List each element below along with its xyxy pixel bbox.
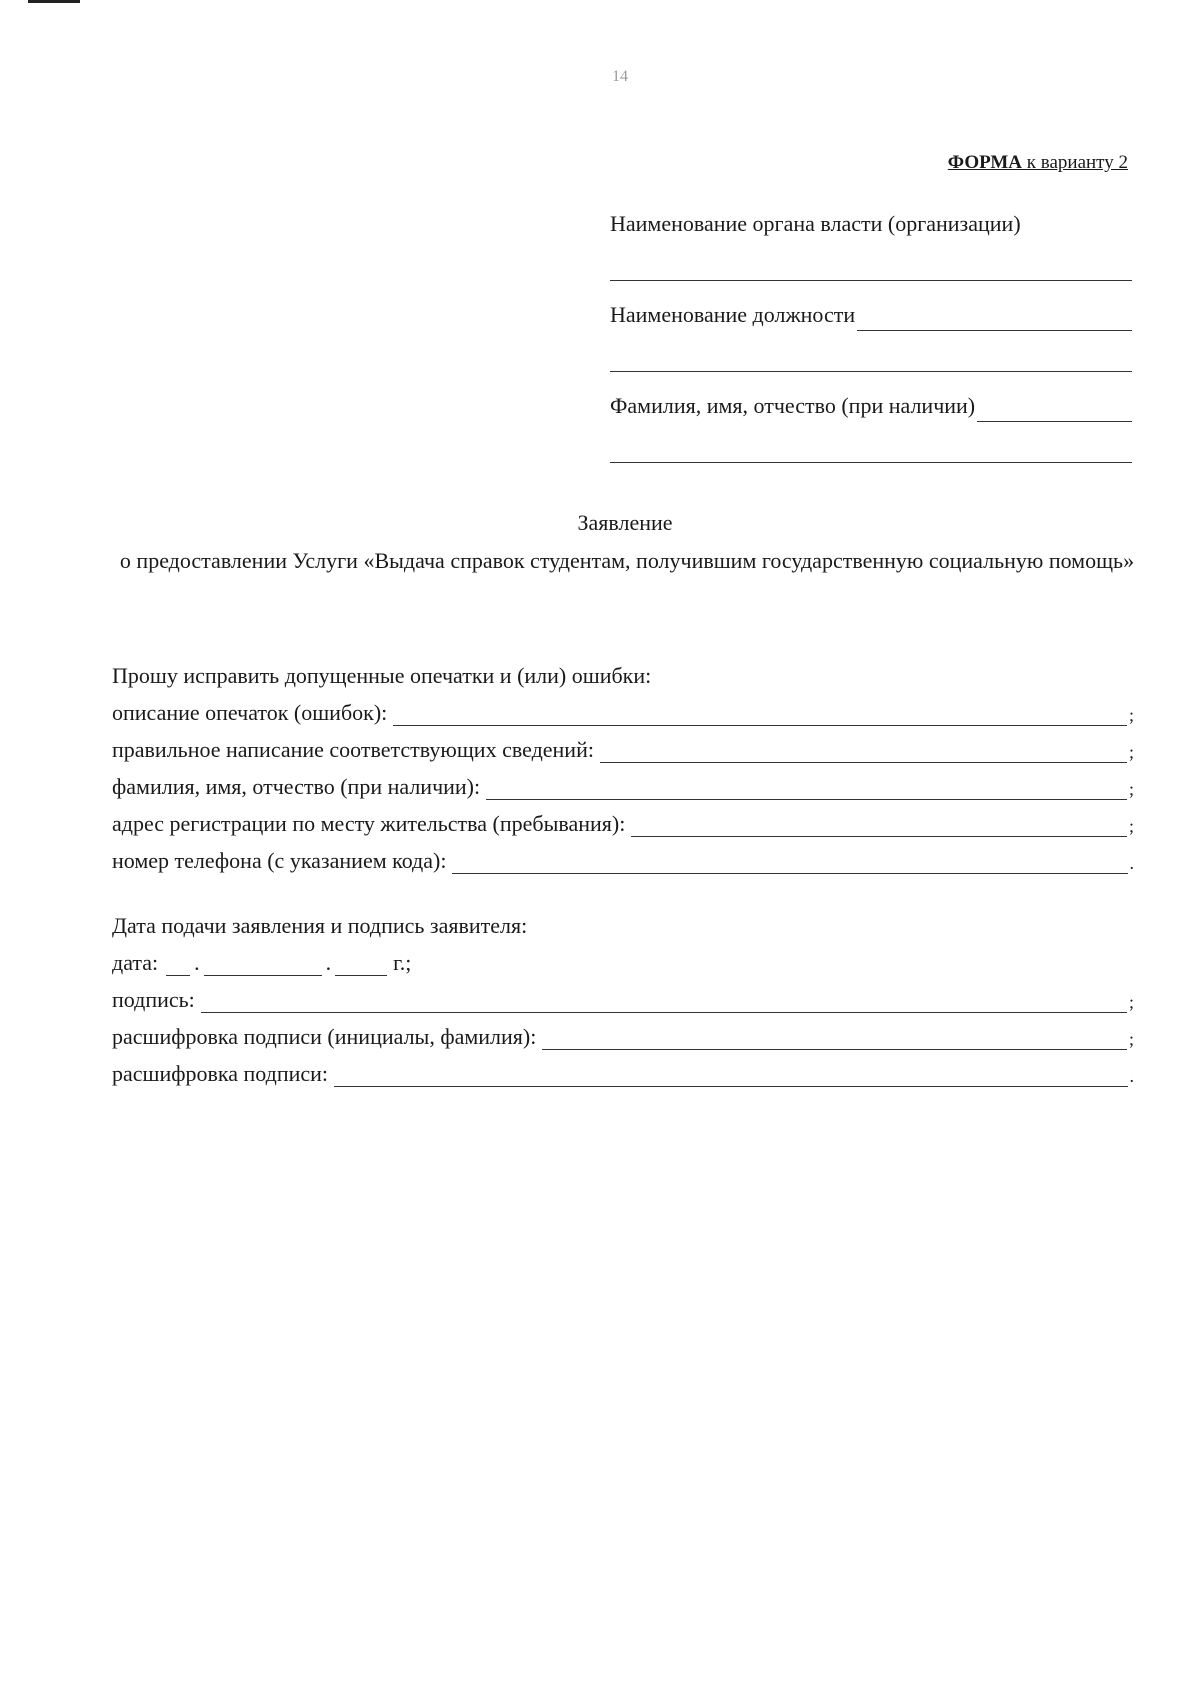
signature-decode-blank-2[interactable] — [334, 1064, 1127, 1087]
date-label: дата: — [112, 950, 159, 975]
field-label: правильное написание соответствующих сведений: — [112, 737, 594, 762]
position-blank-2[interactable] — [610, 331, 1132, 372]
date-row — [112, 939, 1134, 976]
applicant-fio-blank[interactable] — [486, 777, 1127, 800]
signature-decode-row — [112, 1013, 1134, 1050]
field-label: номер телефона (с указанием кода): — [112, 848, 447, 873]
org-label: Наименование органа власти (организации) — [610, 211, 1021, 236]
org-name-blank[interactable] — [610, 240, 1132, 281]
field-end-mark: ; — [1128, 779, 1134, 799]
date-day-blank[interactable] — [166, 955, 190, 976]
recipient-block — [610, 208, 1132, 481]
registration-address-blank[interactable] — [631, 814, 1127, 837]
document-title: Заявление — [577, 510, 673, 535]
field-end-mark: ; — [1128, 742, 1134, 762]
field-label: адрес регистрации по месту жительства (пребывания): — [112, 811, 626, 836]
field-end-mark: . — [1129, 853, 1134, 873]
signature-section — [112, 902, 1134, 1087]
field-row-phone — [112, 837, 1134, 874]
date-suffix: г.; — [393, 950, 412, 975]
signature-decode-label: расшифровка подписи (инициалы, фамилия): — [112, 1024, 537, 1049]
date-separator: . — [325, 950, 332, 975]
field-end-mark: ; — [1128, 1029, 1134, 1049]
page-number: 14 — [612, 68, 628, 85]
signature-decode-label-2: расшифровка подписи: — [112, 1061, 329, 1086]
recipient-fio-blank-2[interactable] — [610, 422, 1132, 463]
field-end-mark: ; — [1128, 816, 1134, 836]
form-label-rest: к варианту 2 — [1022, 152, 1128, 173]
form-label-bold: ФОРМА — [947, 152, 1023, 173]
field-row-correct-spelling — [112, 726, 1134, 763]
signature-label: подпись: — [112, 987, 195, 1012]
field-end-mark: ; — [1128, 705, 1134, 725]
errors-description-blank[interactable] — [393, 703, 1127, 726]
recipient-fio-line — [610, 390, 1132, 422]
request-intro: Прошу исправить допущенные опечатки и (или) ошибки: — [112, 663, 652, 688]
correction-request-section — [112, 652, 1134, 874]
phone-blank[interactable] — [452, 851, 1127, 874]
signature-intro: Дата подачи заявления и подпись заявителя: — [112, 913, 528, 938]
field-end-mark: ; — [1128, 992, 1134, 1012]
date-year-blank[interactable] — [335, 955, 387, 976]
signature-blank[interactable] — [201, 990, 1127, 1013]
field-row-registration-address — [112, 800, 1134, 837]
position-label: Наименование должности — [610, 302, 856, 327]
correct-spelling-blank[interactable] — [600, 740, 1127, 763]
form-variant-label — [948, 152, 1128, 174]
scan-corner-mark — [28, 0, 80, 3]
field-row-applicant-fio — [112, 763, 1134, 800]
signature-row — [112, 976, 1134, 1013]
signature-decode-row-2 — [112, 1050, 1134, 1087]
field-label: фамилия, имя, отчество (при наличии): — [112, 774, 481, 799]
field-row-errors-description — [112, 689, 1134, 726]
position-line — [610, 299, 1132, 331]
date-separator: . — [194, 950, 200, 975]
field-label: описание опечаток (ошибок): — [112, 700, 388, 725]
date-month-blank[interactable] — [204, 955, 322, 976]
recipient-fio-blank[interactable] — [977, 397, 1132, 422]
recipient-fio-label: Фамилия, имя, отчество (при наличии) — [610, 393, 976, 418]
signature-decode-blank[interactable] — [542, 1027, 1127, 1050]
document-subtitle: о предоставлении Услуги «Выдача справок студентам, получившим государственную социальную помощь» — [119, 548, 1135, 573]
position-blank[interactable] — [857, 306, 1132, 331]
field-end-mark: . — [1129, 1066, 1134, 1086]
